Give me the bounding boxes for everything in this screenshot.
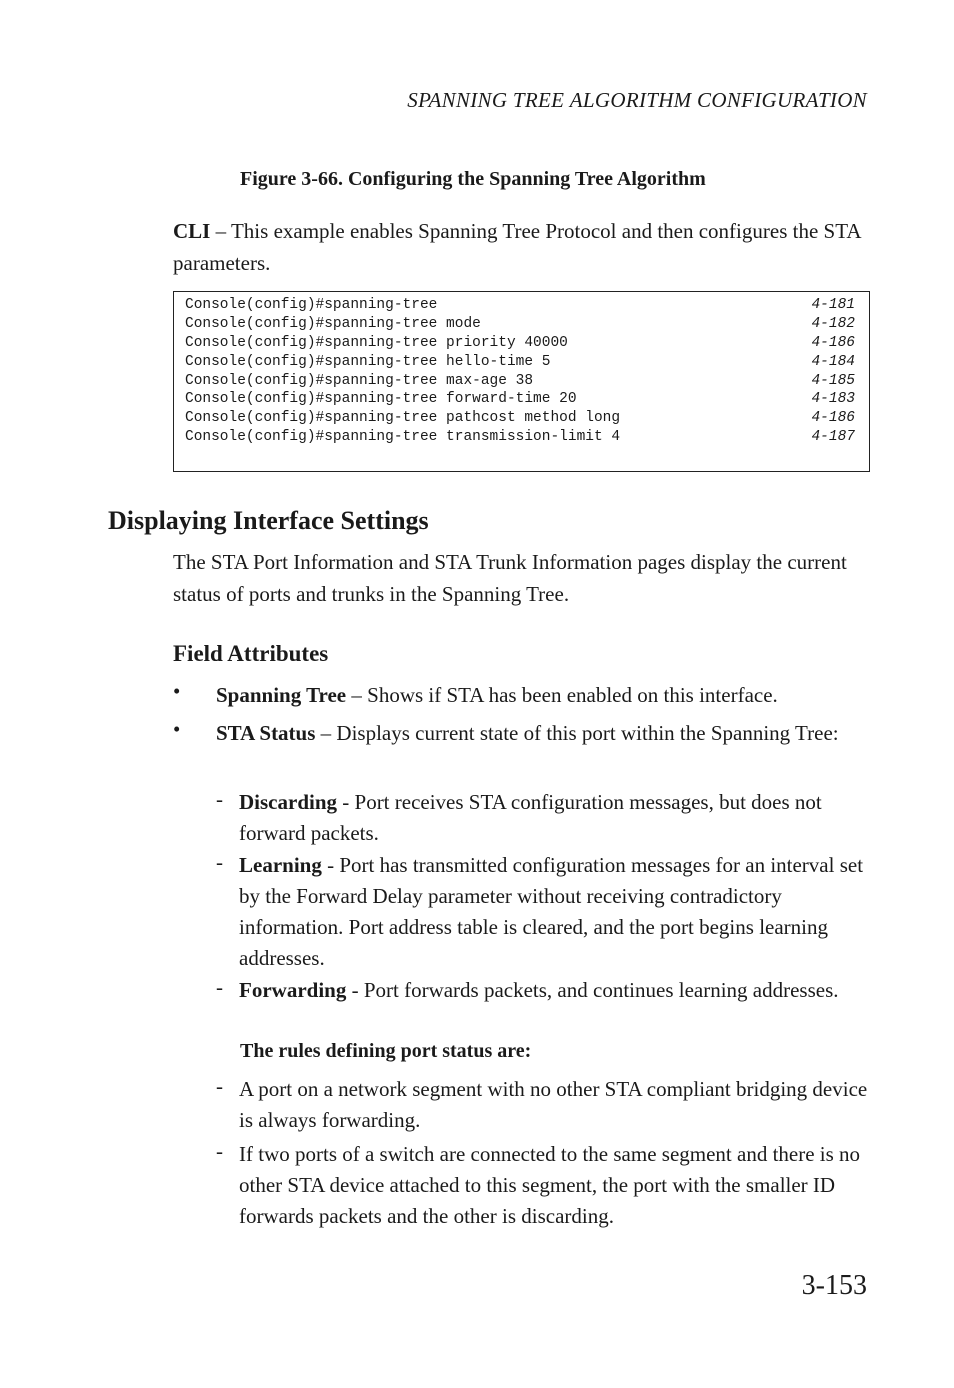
- cli-command: Console(config)#spanning-tree pathcost method long: [185, 410, 621, 426]
- section-heading: Displaying Interface Settings: [108, 506, 429, 535]
- running-head-cap: A: [569, 88, 583, 112]
- running-head-cap: C: [697, 88, 712, 112]
- status-state-item: [239, 975, 874, 1006]
- field-attributes-heading: Field Attributes: [173, 641, 329, 666]
- dash-marker: -: [216, 850, 223, 874]
- status-state-item: [239, 850, 874, 974]
- cli-line: [185, 316, 855, 335]
- cli-command: Console(config)#spanning-tree priority 40000: [185, 335, 568, 351]
- field-attribute-desc: – Shows if STA has been enabled on this interface.: [346, 683, 778, 707]
- bullet-marker: •: [173, 717, 181, 741]
- cli-command: Console(config)#spanning-tree max-age 38: [185, 373, 534, 389]
- running-head-cap: T: [512, 88, 525, 112]
- cli-reference: 4-184: [811, 354, 855, 370]
- cli-command: Console(config)#spanning-tree transmission-limit 4: [185, 429, 621, 445]
- field-attribute-item: [216, 679, 876, 711]
- running-head-small-caps: REE: [524, 88, 570, 112]
- cli-intro-paragraph: [173, 215, 873, 279]
- cli-reference: 4-185: [811, 373, 855, 389]
- cli-line: [185, 335, 855, 354]
- bullet-marker: •: [173, 679, 181, 703]
- rule-item: A port on a network segment with no other STA compliant bridging device is always forwarding.: [239, 1077, 868, 1132]
- status-state-desc: - Port forwards packets, and continues learning addresses.: [346, 978, 839, 1002]
- status-state-term: Learning: [239, 853, 322, 877]
- running-head-small-caps: LGORITHM: [582, 88, 698, 112]
- cli-label: CLI: [173, 219, 211, 243]
- page-number: 3-153: [801, 1270, 867, 1301]
- figure-caption: Figure 3-66. Configuring the Spanning Tree Algorithm: [240, 168, 706, 190]
- field-attribute-term: Spanning Tree: [216, 683, 347, 707]
- cli-line: [185, 391, 855, 410]
- cli-line: [185, 373, 855, 392]
- cli-command: Console(config)#spanning-tree hello-time 5: [185, 354, 551, 370]
- cli-line: [185, 429, 855, 448]
- field-attribute-desc: – Displays current state of this port within the Spanning Tree:: [315, 721, 839, 745]
- status-state-desc: - Port has transmitted configuration messages for an interval set by the Forward Delay parameter without receiving contradictory information. Port address table is cleared, and the port begins learning addresses.: [239, 853, 864, 970]
- cli-reference: 4-186: [811, 335, 855, 351]
- dash-marker: -: [216, 1074, 223, 1098]
- running-head-small-caps: PANNING: [418, 88, 513, 112]
- cli-command: Console(config)#spanning-tree forward-time 20: [185, 391, 577, 407]
- cli-line: [185, 410, 855, 429]
- running-head-small-caps: ONFIGURATION: [711, 88, 867, 112]
- field-attribute-term: STA Status: [216, 721, 316, 745]
- dash-marker: -: [216, 975, 223, 999]
- cli-reference: 4-186: [811, 410, 855, 426]
- cli-reference: 4-182: [811, 316, 855, 332]
- running-head-cap: S: [407, 88, 419, 112]
- dash-marker: -: [216, 1139, 223, 1163]
- status-state-term: Forwarding: [239, 978, 347, 1002]
- cli-reference: 4-187: [811, 429, 855, 445]
- cli-line: [185, 354, 855, 373]
- status-state-desc: - Port receives STA configuration messages, but does not forward packets.: [239, 790, 822, 845]
- status-state-item: [239, 787, 874, 849]
- cli-line: [185, 297, 855, 316]
- cli-reference: 4-181: [811, 297, 855, 313]
- rules-heading: The rules defining port status are:: [240, 1040, 532, 1062]
- status-state-term: Discarding: [239, 790, 338, 814]
- dash-marker: -: [216, 787, 223, 811]
- field-attribute-item: [216, 717, 876, 749]
- cli-code-box: [173, 291, 870, 472]
- rule-item: If two ports of a switch are connected to the same segment and there is no other STA device attached to this segment, the port with the smaller ID forwards packets and the other is discarding.: [239, 1142, 861, 1228]
- section-intro-paragraph: The STA Port Information and STA Trunk Information pages display the current status of ports and trunks in the Spanning Tree.: [173, 550, 847, 606]
- cli-intro-text: – This example enables Spanning Tree Protocol and then configures the STA parameters.: [173, 219, 861, 275]
- running-head: [407, 88, 867, 113]
- cli-reference: 4-183: [811, 391, 855, 407]
- cli-command: Console(config)#spanning-tree: [185, 297, 438, 313]
- cli-command: Console(config)#spanning-tree mode: [185, 316, 481, 332]
